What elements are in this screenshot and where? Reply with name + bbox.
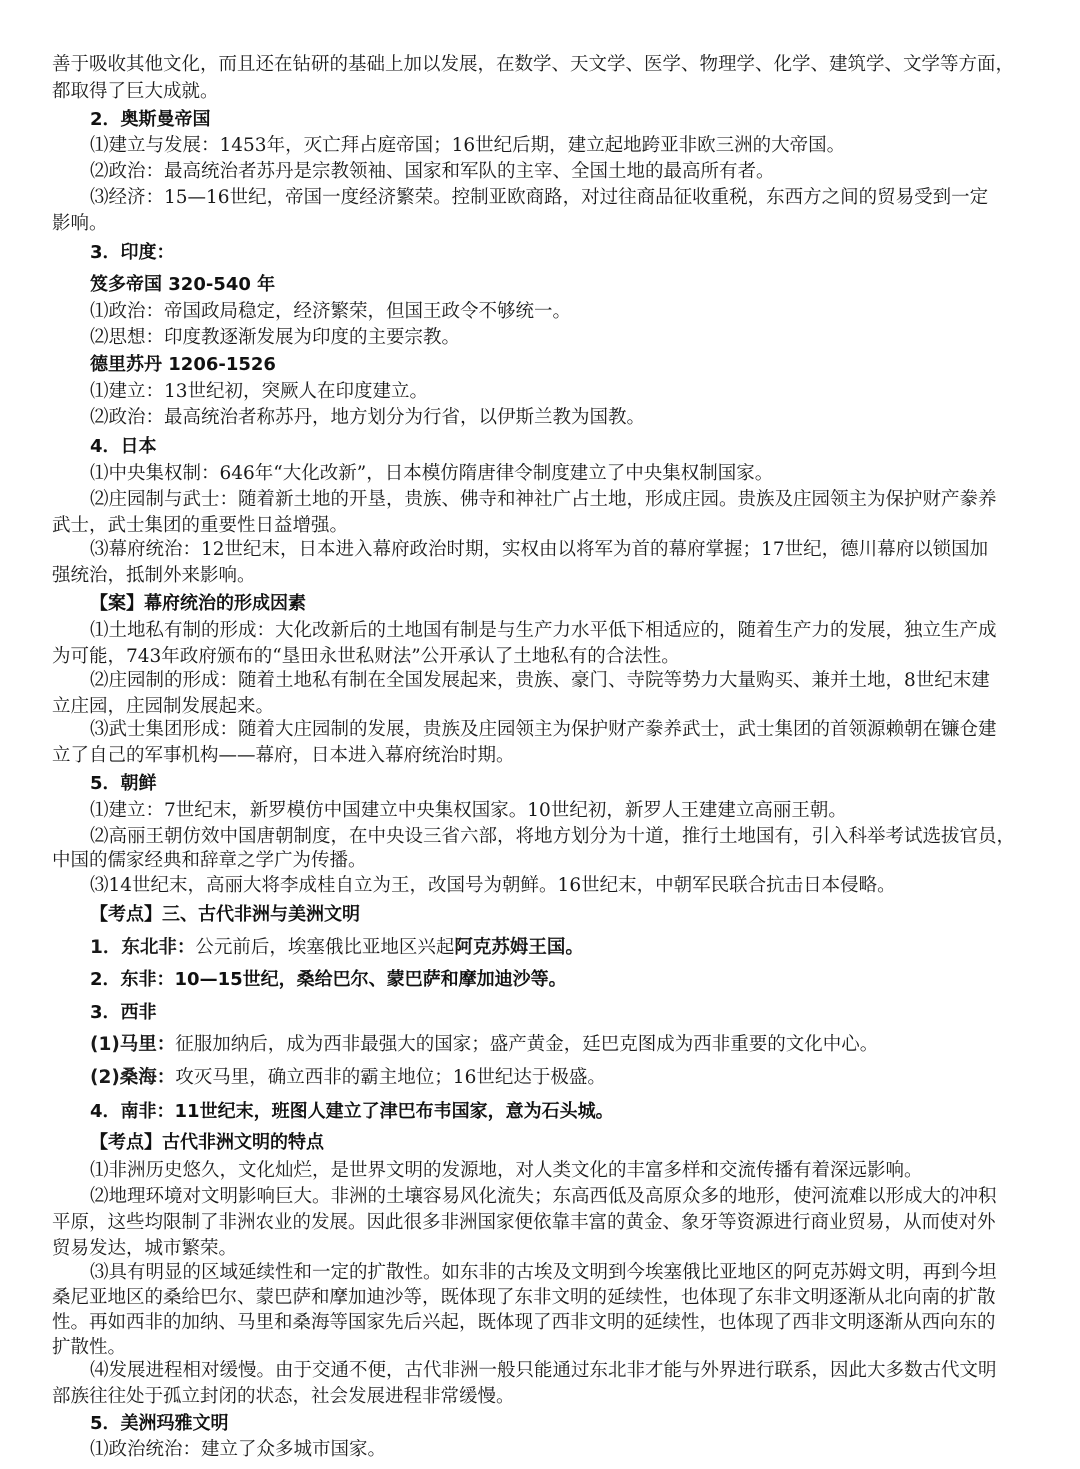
section-heading: 4．南非：11世纪末，班图人建立了津巴布韦国家，意为石头城。 bbox=[90, 1101, 614, 1122]
body-text-line: 都取得了巨大成就。 bbox=[52, 81, 219, 102]
body-text-line: 善于吸收其他文化，而且还在钻研的基础上加以发展，在数学、天文学、医学、物理学、化学、建筑学、文学等方面， bbox=[52, 54, 1015, 75]
section-heading: 2．东非：10—15世纪，桑给巴尔、蒙巴萨和摩加迪沙等。 bbox=[90, 969, 567, 990]
item-text: 公元前后，埃塞俄比亚地区兴起 bbox=[195, 937, 455, 958]
body-text-line: ⑴建立与发展：1453年，灭亡拜占庭帝国；16世纪后期，建立起地跨亚非欧三洲的大帝国。 bbox=[90, 135, 846, 156]
body-text-line: 贸易发达，城市繁荣。 bbox=[52, 1238, 238, 1259]
body-text-line: ⑴政治：帝国政局稳定，经济繁荣，但国王政令不够统一。 bbox=[90, 301, 572, 322]
body-text-line: 性。再如西非的加纳、马里和桑海等国家先后兴起，既体现了西非文明的延续性，也体现了西非文明逐渐从西向东的 bbox=[52, 1312, 996, 1333]
item-label: (1)马里： bbox=[90, 1034, 176, 1055]
body-text-line: 扩散性。 bbox=[52, 1337, 127, 1358]
songhai-line bbox=[90, 1065, 606, 1091]
item-emphasis: 阿克苏姆王国。 bbox=[454, 937, 584, 958]
body-text-line: ⑴土地私有制的形成：大化改新后的土地国有制是与生产力水平低下相适应的，随着生产力的发展，独立生产成 bbox=[90, 620, 997, 641]
item-label: 1．东北非： bbox=[90, 937, 196, 958]
section-heading: 5．朝鲜 bbox=[90, 773, 157, 794]
body-text-line: 中国的儒家经典和辞章之学广为传播。 bbox=[52, 850, 367, 871]
body-text-line: ⑶14世纪末，高丽大将李成桂自立为王，改国号为朝鲜。16世纪末，中朝军民联合抗击日本侵略。 bbox=[90, 875, 896, 896]
body-text-line: 武士，武士集团的重要性日益增强。 bbox=[52, 515, 349, 536]
body-text-line: 为可能，743年政府颁布的“垦田永世私财法”公开承认了土地私有的合法性。 bbox=[52, 646, 680, 667]
body-text-line: ⑵庄园制与武士：随着新土地的开垦，贵族、佛寺和神社广占土地，形成庄园。贵族及庄园领主为保护财产豢养 bbox=[90, 489, 997, 510]
mali-line bbox=[90, 1032, 878, 1058]
case-heading: 【案】幕府统治的形成因素 bbox=[90, 593, 306, 614]
section-heading: 3．印度： bbox=[90, 242, 175, 263]
exam-point-heading: 【考点】三、古代非洲与美洲文明 bbox=[90, 904, 360, 925]
body-text-line: ⑵庄园制的形成：随着土地私有制在全国发展起来，贵族、豪门、寺院等势力大量购买、兼并土地，8世纪末建 bbox=[90, 670, 990, 691]
body-text-line: ⑵思想：印度教逐渐发展为印度的主要宗教。 bbox=[90, 327, 461, 348]
body-text-line: 平原，这些均限制了非洲农业的发展。因此很多非洲国家便依靠丰富的黄金、象牙等资源进行商业贸易，从而使对外 bbox=[52, 1212, 996, 1233]
northeast-africa-line bbox=[90, 935, 584, 961]
body-text-line: 立了自己的军事机构——幕府，日本进入幕府统治时期。 bbox=[52, 745, 515, 766]
body-text-line: ⑵政治：最高统治者称苏丹，地方划分为行省，以伊斯兰教为国教。 bbox=[90, 407, 646, 428]
body-text-line: ⑶经济：15—16世纪，帝国一度经济繁荣。控制亚欧商路，对过往商品征收重税，东西方之间的贸易受到一定 bbox=[90, 187, 989, 208]
body-text-line: ⑶幕府统治：12世纪末，日本进入幕府政治时期，实权由以将军为首的幕府掌握；17世纪，德川幕府以锁国加 bbox=[90, 539, 989, 560]
body-text-line: 桑尼亚地区的桑给巴尔、蒙巴萨和摩加迪沙等，既体现了东非文明的延续性，也体现了东非文明逐渐从北向南的扩散 bbox=[52, 1287, 996, 1308]
body-text-line: ⑶具有明显的区域延续性和一定的扩散性。如东非的古埃及文明到今埃塞俄比亚地区的阿克苏姆文明，再到今坦 bbox=[90, 1262, 997, 1283]
section-heading: 2．奥斯曼帝国 bbox=[90, 109, 211, 130]
section-heading: 3．西非 bbox=[90, 1002, 157, 1023]
body-text-line: ⑷发展进程相对缓慢。由于交通不便，古代非洲一般只能通过东北非才能与外界进行联系，因此大多数古代文明 bbox=[90, 1360, 997, 1381]
section-heading: 4．日本 bbox=[90, 436, 157, 457]
body-text-line: ⑴建立：7世纪末，新罗模仿中国建立中央集权国家。10世纪初，新罗人王建建立高丽王朝。 bbox=[90, 800, 847, 821]
subsection-heading: 德里苏丹 1206-1526 bbox=[90, 354, 276, 375]
body-text-line: ⑵高丽王朝仿效中国唐朝制度，在中央设三省六部，将地方划分为十道，推行土地国有，引入科举考试选拔官员， bbox=[90, 826, 1016, 847]
body-text-line: 部族往往处于孤立封闭的状态，社会发展进程非常缓慢。 bbox=[52, 1386, 515, 1407]
body-text-line: ⑴中央集权制：646年“大化改新”，日本模仿隋唐律令制度建立了中央集权制国家。 bbox=[90, 463, 774, 484]
body-text-line: ⑴建立：13世纪初，突厥人在印度建立。 bbox=[90, 381, 429, 402]
body-text-line: 立庄园，庄园制发展起来。 bbox=[52, 696, 275, 717]
body-text-line: ⑴非洲历史悠久，文化灿烂，是世界文明的发源地，对人类文化的丰富多样和交流传播有着深远影响。 bbox=[90, 1160, 923, 1181]
body-text-line: ⑶武士集团形成：随着大庄园制的发展，贵族及庄园领主为保护财产豢养武士，武士集团的首领源赖朝在镰仓建 bbox=[90, 719, 997, 740]
body-text-line: ⑵政治：最高统治者苏丹是宗教领袖、国家和军队的主宰、全国土地的最高所有者。 bbox=[90, 161, 775, 182]
exam-point-heading: 【考点】古代非洲文明的特点 bbox=[90, 1132, 324, 1153]
subsection-heading: 笈多帝国 320-540 年 bbox=[90, 274, 276, 295]
item-label: (2)桑海： bbox=[90, 1067, 176, 1088]
body-text-line: 影响。 bbox=[52, 213, 108, 234]
body-text-line: ⑴政治统治：建立了众多城市国家。 bbox=[90, 1439, 387, 1460]
body-text-line: ⑵地理环境对文明影响巨大。非洲的土壤容易风化流失；东高西低及高原众多的地形，使河流难以形成大的冲积 bbox=[90, 1186, 997, 1207]
section-heading: 5．美洲玛雅文明 bbox=[90, 1413, 229, 1434]
item-text: 征服加纳后，成为西非最强大的国家；盛产黄金，廷巴克图成为西非重要的文化中心。 bbox=[175, 1034, 879, 1055]
body-text-line: 强统治，抵制外来影响。 bbox=[52, 565, 256, 586]
item-text: 攻灭马里，确立西非的霸主地位；16世纪达于极盛。 bbox=[175, 1067, 606, 1088]
